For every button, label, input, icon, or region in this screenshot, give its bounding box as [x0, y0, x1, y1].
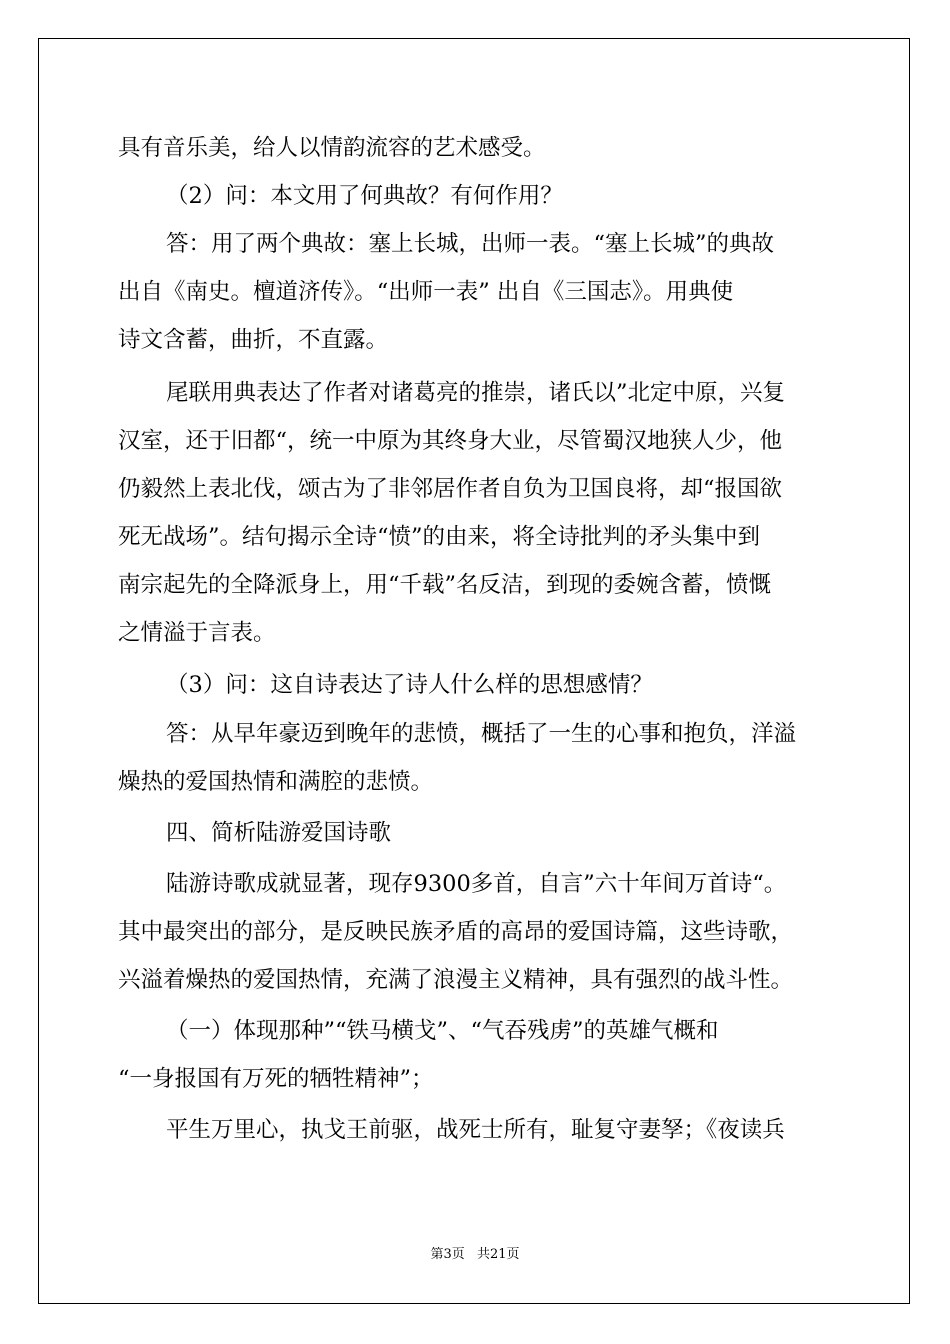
text-line-3: 答：用了两个典故：塞上长城，出师一表。“塞上长城”的典故	[166, 231, 775, 257]
text-line-11: 之情溢于言表。	[118, 620, 276, 646]
text-line-14: 燥热的爱国热情和满腔的悲愤。	[118, 769, 434, 795]
text-line-18: 兴溢着燥热的爱国热情，充满了浪漫主义精神，具有强烈的战斗性。	[118, 967, 794, 993]
text-line-1: 具有音乐美，给人以情韵流容的艺术感受。	[118, 135, 546, 161]
text-line-4: 出自《南史。檀道济传》。“出师一表” 出自《三国志》。用典使	[118, 279, 734, 305]
text-line-8: 仍毅然上表北伐，颂古为了非邻居作者自负为卫国良将，却“报国欲	[118, 476, 783, 502]
text-line-15: 四、简析陆游爱国诗歌	[166, 820, 392, 846]
text-line-10: 南宗起先的全降派身上，用“千载”名反洁，到现的委婉含蓄，愤慨	[118, 572, 772, 598]
text-line-7: 汉室，还于旧都“，统一中原为其终身大业，尽管蜀汉地狭人少，他	[118, 428, 783, 454]
text-line-20: “一身报国有万死的牺牲精神”；	[118, 1066, 434, 1092]
text-line-21: 平生万里心，执戈王前驱，战死士所有，耻复守妻孥；《夜读兵	[166, 1117, 785, 1143]
text-line-19: （一）体现那种”“铁马横戈”、“气吞残虏”的英雄气概和	[166, 1018, 719, 1044]
page-footer	[0, 1245, 950, 1265]
page-number: 第3页	[430, 1247, 465, 1262]
text-line-9: 死无战场”。结句揭示全诗“愤”的由来，将全诗批判的矛头集中到	[118, 524, 761, 550]
text-line-5: 诗文含蓄，曲折，不直露。	[118, 327, 389, 353]
text-line-17: 其中最突出的部分，是反映民族矛盾的高昂的爱国诗篇，这些诗歌，	[118, 919, 794, 945]
text-line-6: 尾联用典表达了作者对诸葛亮的推崇，诸氏以”北定中原，兴复	[166, 380, 786, 406]
text-line-2: （2）问：本文用了何典故？有何作用？	[166, 183, 563, 209]
text-line-16: 陆游诗歌成就显著，现存9300多首，自言”六十年间万首诗“。	[166, 871, 787, 897]
text-line-12: （3）问：这自诗表达了诗人什么样的思想感情？	[166, 672, 653, 698]
page-total: 共21页	[476, 1247, 520, 1262]
text-line-13: 答：从早年豪迈到晚年的悲愤，概括了一生的心事和抱负，洋溢	[166, 721, 797, 747]
